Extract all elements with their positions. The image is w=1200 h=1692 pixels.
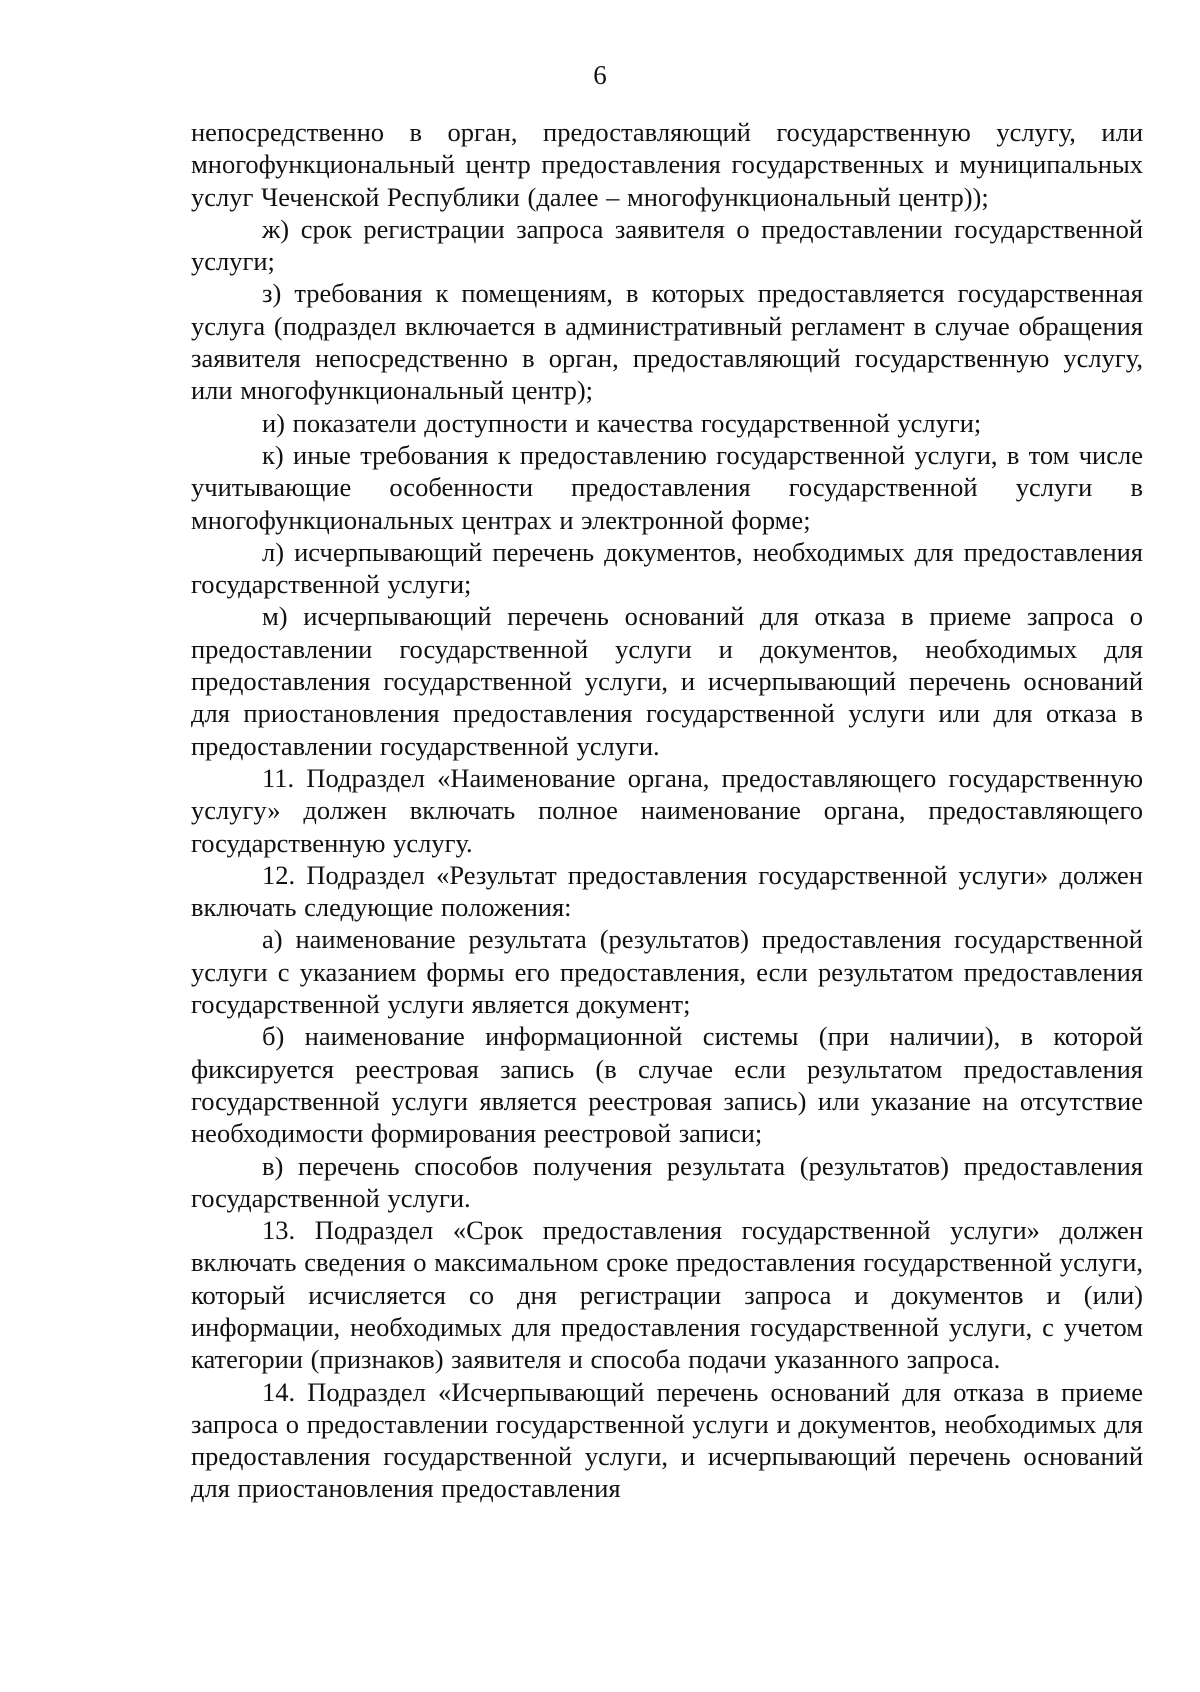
paragraph-item-z: з) требования к помещениям, в которых предоставляется государственная услуга (подраздел включается в административный регламент в случае обращения заявителя непосредственно в орган, предоставляющий государственную услугу, или многофункциональный центр); xyxy=(191,278,1143,406)
paragraph-continuation: непосредственно в орган, предоставляющий государственную услугу, или многофункциональный центр предоставления государственных и муниципальных услуг Чеченской Республики (далее – многофункциональный центр)); xyxy=(191,117,1143,212)
paragraph-section-11: 11. Подраздел «Наименование органа, предоставляющего государственную услугу» должен включать полное наименование органа, предоставляющего государственную услугу. xyxy=(191,762,1143,858)
paragraph-item-k: к) иные требования к предоставлению государственной услуги, в том числе учитывающие особенности предоставления государственной услуги в многофункциональных центрах и электронной форме; xyxy=(191,439,1143,535)
paragraph-item-m: м) исчерпывающий перечень оснований для отказа в приеме запроса о предоставлении государственной услуги и документов, необходимых для предоставления государственной услуги, и исчерпывающий перечень оснований для приостановления предоставления государственной услуги или для отказа в предоставлении государственной услуги. xyxy=(191,601,1143,761)
paragraph-section-13: 13. Подраздел «Срок предоставления государственной услуги» должен включать сведения о максимальном сроке предоставления государственной услуги, который исчисляется со дня регистрации запроса и документов и (или) информации, необходимых для предоставления государственной услуги, с учетом категории (признаков) заявителя и способа подачи указанного запроса. xyxy=(191,1215,1143,1375)
paragraph-item-i: и) показатели доступности и качества государственной услуги; xyxy=(262,407,982,438)
paragraph-item-v: в) перечень способов получения результата (результатов) предоставления государственной услуги. xyxy=(191,1150,1143,1213)
paragraph-item-zh: ж) срок регистрации запроса заявителя о предоставлении государственной услуги; xyxy=(191,213,1143,277)
document-body xyxy=(191,116,1143,1505)
paragraph-section-12: 12. Подраздел «Результат предоставления государственной услуги» должен включать следующие положения: xyxy=(191,859,1143,923)
page-number: 6 xyxy=(593,60,607,90)
paragraph-item-b: б) наименование информационной системы (при наличии), в которой фиксируется реестровая запись (в случае если результатом предоставления государственной услуги является реестровая запись) или указание на отсутствие необходимости формирования реестровой записи; xyxy=(191,1021,1143,1149)
paragraph-item-a: а) наименование результата (результатов) предоставления государственной услуги с указанием формы его предоставления, если результатом предоставления государственной услуги является документ; xyxy=(191,924,1143,1020)
paragraph-section-14: 14. Подраздел «Исчерпывающий перечень оснований для отказа в приеме запроса о предоставлении государственной услуги и документов, необходимых для предоставления государственной услуги, и исчерпывающий перечень оснований для приостановления предоставления xyxy=(191,1376,1143,1504)
paragraph-item-l: л) исчерпывающий перечень документов, необходимых для предоставления государственной услуги; xyxy=(191,536,1143,600)
